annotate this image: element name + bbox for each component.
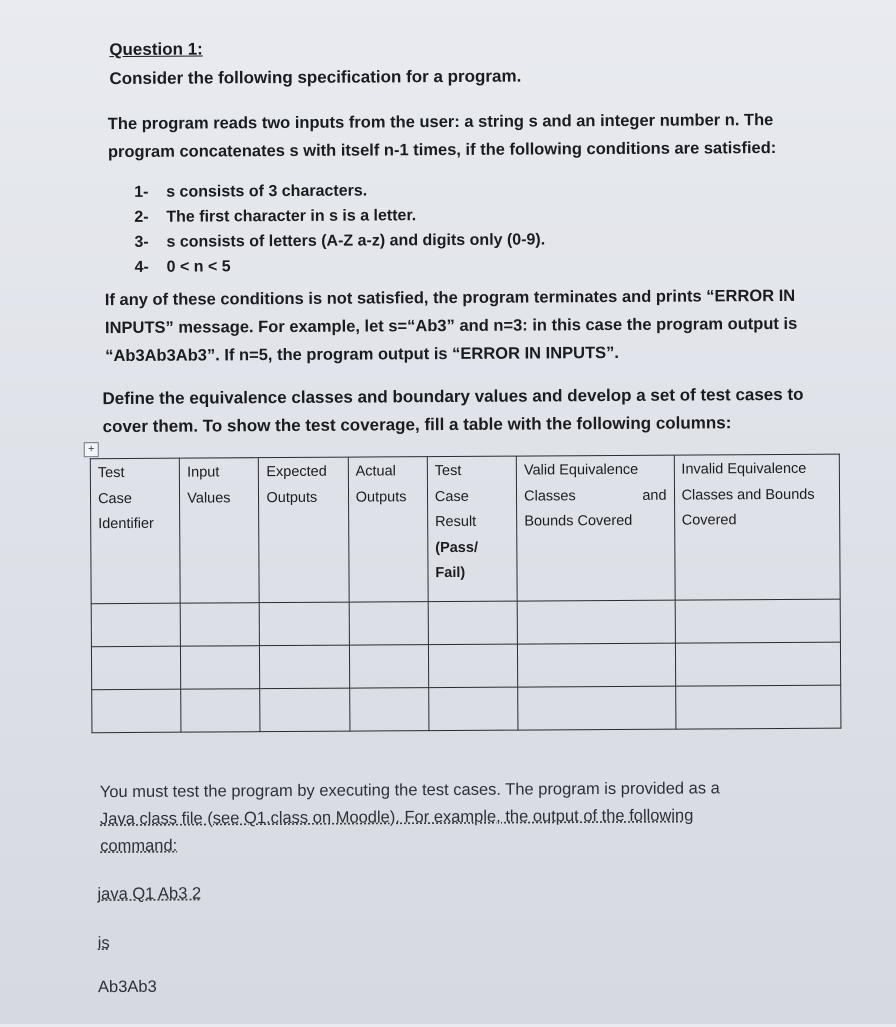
header-input-values: Input Values: [180, 458, 260, 603]
table-move-handle-icon[interactable]: +: [84, 442, 99, 457]
table-cell[interactable]: [92, 689, 181, 733]
error-line-1: If any of these conditions is not satisfied, the program terminates and prints “ERROR IN: [104, 286, 796, 310]
run-line-2: Java class file (see Q1.class on Moodle). For example, the output of the following: [99, 806, 694, 829]
table-cell[interactable]: [675, 599, 841, 643]
table-cell[interactable]: [181, 689, 260, 732]
header-test-case-identifier: Test Case Identifier: [90, 458, 180, 604]
valid-classes-word: Classes: [524, 487, 576, 505]
question-subtitle: Consider the following specification for a program.: [109, 66, 522, 89]
table-cell[interactable]: [349, 602, 428, 645]
table-cell[interactable]: [675, 685, 841, 729]
valid-classes-and-line: [524, 483, 667, 509]
table-cell[interactable]: [180, 603, 259, 646]
table-row: [91, 642, 840, 690]
table-cell[interactable]: [428, 644, 517, 688]
error-line-2: INPUTS” message. For example, let s=“Ab3” and n=3: in this case the program output is: [104, 314, 798, 338]
run-line-3: command:: [100, 836, 178, 856]
header-invalid-equivalence: Invalid Equivalence Classes and Bounds Covered: [674, 454, 840, 600]
error-line-3: “Ab3Ab3Ab3”. If n=5, the program output is “ERROR IN INPUTS”.: [105, 343, 620, 366]
table-cell[interactable]: [349, 688, 428, 731]
intro-line-2: program concatenates s with itself n-1 times, if the following conditions are satisfied:: [107, 138, 777, 162]
output-example: Ab3Ab3: [97, 977, 157, 997]
define-line-2: cover them. To show the test coverage, fill a table with the following columns:: [102, 413, 732, 437]
condition-item: 4- 0 < n < 5: [134, 258, 231, 276]
header-expected-outputs: Expected Outputs: [259, 457, 349, 603]
valid-and-word: and: [642, 487, 667, 504]
run-line-1: You must test the program by executing the test cases. The program is provided as a: [99, 779, 720, 802]
table-cell[interactable]: [675, 642, 841, 686]
header-test-case-result: Test Case Result (Pass/ Fail): [427, 456, 517, 602]
table-cell[interactable]: [518, 643, 676, 687]
table-cell[interactable]: [518, 686, 676, 730]
conditions-list: [134, 177, 545, 280]
table-cell[interactable]: [260, 602, 349, 646]
table-row: [91, 599, 840, 647]
condition-item: 1- s consists of 3 characters.: [134, 182, 368, 201]
table-row: [92, 685, 841, 733]
command-example: java Q1 Ab3 2: [97, 884, 202, 904]
run-paragraph: [100, 775, 720, 860]
header-actual-outputs: Actual Outputs: [348, 457, 428, 602]
table-cell[interactable]: [181, 646, 260, 689]
table-cell[interactable]: [517, 600, 675, 644]
question-title: Question 1:: [109, 39, 203, 60]
table-header-row: [90, 454, 840, 604]
intro-paragraph: [108, 106, 777, 166]
header-valid-equivalence: Valid Equivalence Classes and Bounds Covered: [516, 455, 674, 601]
error-paragraph: [105, 282, 798, 370]
table-cell[interactable]: [429, 687, 518, 731]
table-cell[interactable]: [91, 603, 180, 647]
table-cell[interactable]: [349, 645, 428, 688]
table-cell[interactable]: [260, 645, 349, 689]
define-paragraph: [102, 381, 803, 441]
condition-item: 3- s consists of letters (A-Z a-z) and digits only (0-9).: [134, 231, 546, 251]
table-cell[interactable]: [260, 688, 349, 732]
is-word: is: [97, 934, 110, 953]
define-line-1: Define the equivalence classes and boundary values and develop a set of test cases to: [102, 384, 804, 409]
table-cell[interactable]: [91, 646, 180, 690]
table-cell[interactable]: [428, 601, 517, 645]
coverage-table: [90, 454, 842, 734]
condition-item: 2- The first character in s is a letter.: [134, 207, 417, 226]
intro-line-1: The program reads two inputs from the user: a string s and an integer number n. The: [107, 111, 774, 134]
